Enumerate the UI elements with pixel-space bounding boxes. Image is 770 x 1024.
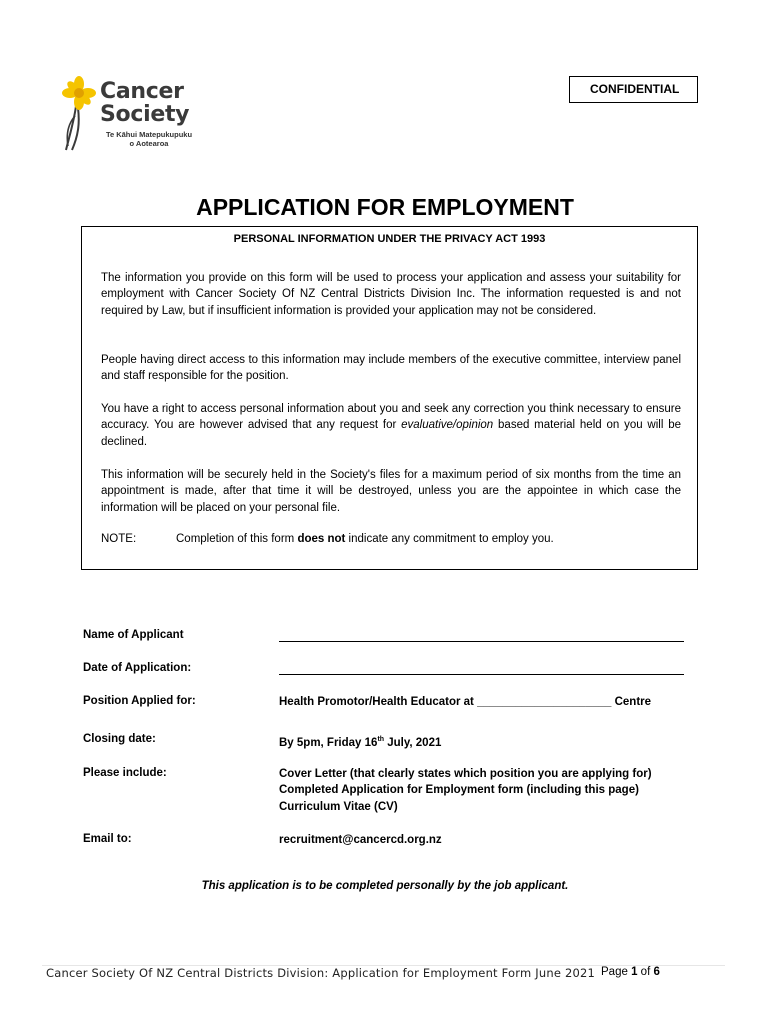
daffodil-icon — [62, 76, 98, 152]
privacy-paragraph-3: You have a right to access personal information about you and seek any correction you think necessary to ensure accuracy. You are however advised that any request for evaluative/opinion based material held on you will be declined. — [101, 403, 682, 448]
privacy-notice-box — [81, 226, 698, 570]
include-item: Curriculum Vitae (CV) — [279, 800, 398, 813]
include-item: Cover Letter (that clearly states which position you are applying for) — [279, 768, 652, 780]
position-label: Position Applied for: — [83, 695, 196, 707]
date-label: Date of Application: — [83, 662, 192, 674]
logo-subtitle: Te Kāhui Matepukupuku o Aotearoa — [105, 130, 193, 148]
page-title: APPLICATION FOR EMPLOYMENT — [196, 194, 574, 220]
include-label: Please include: — [83, 767, 167, 779]
name-label: Name of Applicant — [83, 629, 184, 641]
email-label: Email to: — [83, 833, 132, 845]
include-list — [279, 766, 652, 815]
position-value: Health Promotor/Health Educator at _____________________ Centre — [279, 696, 652, 708]
privacy-paragraph-2: People having direct access to this information may include members of the executive committee, interview panel and staff responsible for the position. — [101, 354, 681, 383]
footer-text: Cancer Society Of NZ Central Districts Division: Application for Employment Form June 2021 — [46, 966, 596, 980]
include-item: Completed Application for Employment form (including this page) — [279, 784, 639, 797]
closing-value: By 5pm, Friday 16th July, 2021 — [279, 736, 442, 749]
note-text: Completion of this form does not indicate any commitment to employ you. — [176, 533, 554, 545]
personal-completion-note: This application is to be completed personally by the job applicant. — [201, 880, 569, 892]
privacy-heading: PERSONAL INFORMATION UNDER THE PRIVACY ACT 1993 — [233, 233, 546, 245]
privacy-paragraph-1: The information you provide on this form will be used to process your application and assess your suitability for employment with Cancer Society Of NZ Central Districts Division Inc. The information requested is and not required by Law, but if insufficient information is provided your application may not be considered. — [101, 272, 681, 317]
name-field[interactable] — [279, 641, 684, 642]
logo-wordmark: Cancer Society — [100, 79, 190, 127]
cancer-society-logo — [62, 76, 212, 156]
centre-field[interactable]: _____________________ — [477, 696, 612, 708]
date-field[interactable] — [279, 674, 684, 675]
page-number: Page 1 of 6 — [601, 966, 660, 978]
note-label: NOTE: — [101, 533, 137, 545]
closing-label: Closing date: — [83, 733, 156, 745]
email-link[interactable]: recruitment@cancercd.org.nz — [279, 834, 442, 846]
privacy-paragraph-4: This information will be securely held in the Society's files for a maximum period of six months from the time an appointment is made, after that time it will be destroyed, unless you are the appointee in which case the information will be placed on your personal file. — [101, 469, 681, 514]
confidential-box: CONFIDENTIAL — [569, 76, 698, 103]
